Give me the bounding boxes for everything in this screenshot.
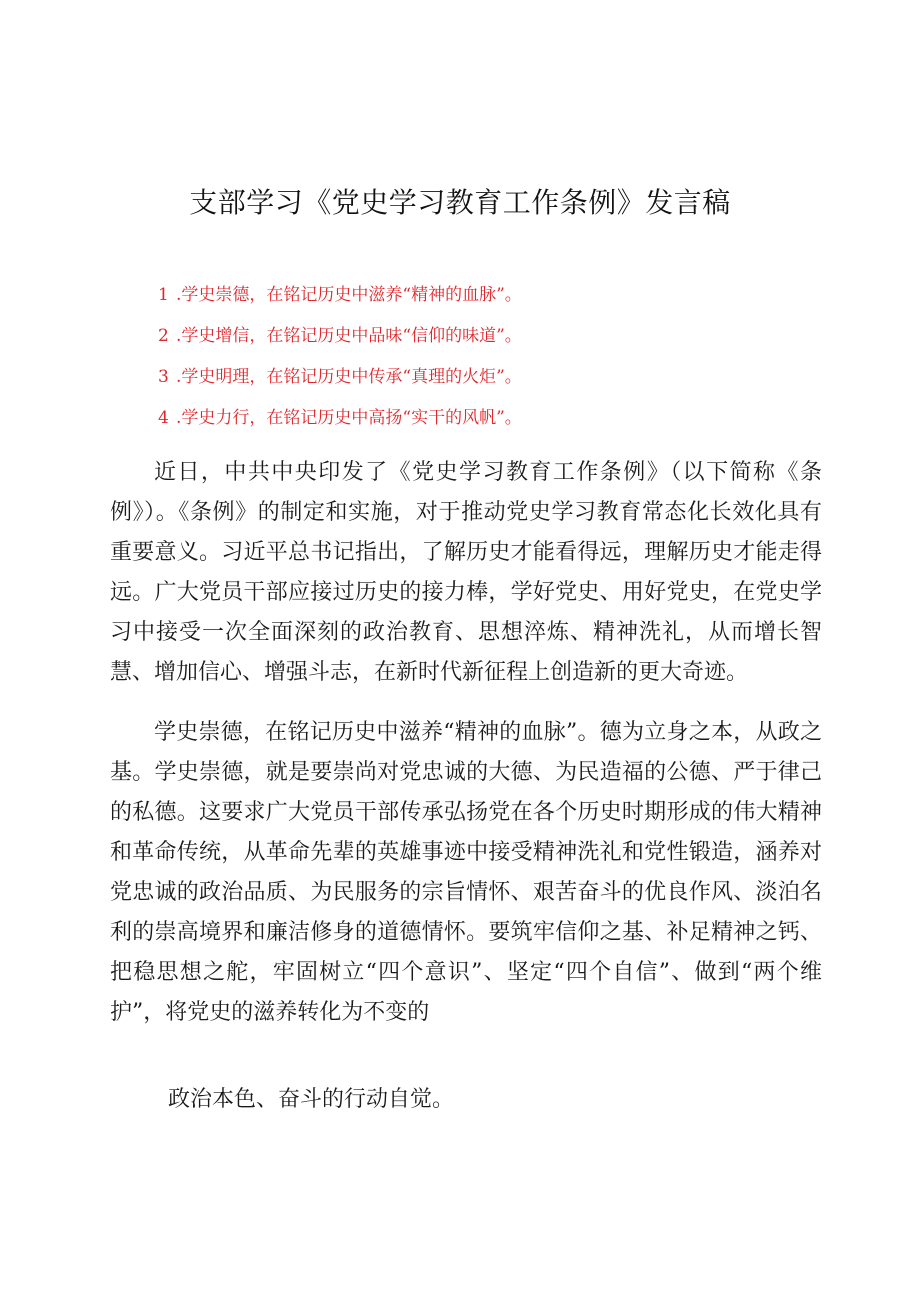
outline-text: .学史力行，在铭记历史中高扬“实干的风帆”。 — [176, 408, 522, 428]
outline-item-2 — [158, 326, 522, 347]
outline-text: .学史明理，在铭记历史中传承“真理的火炬”。 — [176, 367, 522, 387]
body-paragraph-continuation — [110, 1080, 822, 1120]
outline-text: .学史崇德，在铭记历史中滋养“精神的血脉”。 — [176, 285, 522, 305]
document-title: 支部学习《党史学习教育工作条例》发言稿 — [189, 186, 731, 219]
outline-list — [158, 285, 522, 449]
outline-item-1 — [158, 285, 522, 306]
outline-number: 1 — [158, 285, 169, 305]
outline-item-3 — [158, 367, 522, 388]
body-paragraph-intro: 近日，中共中央印发了《党史学习教育工作条例》（以下简称《条例》）。《条例》的制定和实施，对于推动党史学习教育常态化长效化具有重要意义。习近平总书记指出，了解历史才能看得远，理解历史才能走得远。广大党员干部应接过历史的接力棒，学好党史、用好党史，在党史学习中接受一次全面深刻的政治教育、思想淬炼、精神洗礼，从而增长智慧、增加信心、增强斗志，在新时代新征程上创造新的更大奇迹。 — [110, 460, 822, 685]
body-paragraph-chongde: 学史崇德，在铭记历史中滋养“精神的血脉”。德为立身之本，从政之基。学史崇德，就是要崇尚对党忠诚的大德、为民造福的公德、严于律己的私德。这要求广大党员干部传承弘扬党在各个历史时期形成的伟大精神和革命传统，从革命先辈的英雄事迹中接受精神洗礼和党性锻造，涵养对党忠诚的政治品质、为民服务的宗旨情怀、艰苦奋斗的优良作风、淡泊名利的崇高境界和廉洁修身的道德情怀。要筑牢信仰之基、补足精神之钙、把稳思想之舵，牢固树立“四个意识”、坚定“四个自信”、做到“两个维护”，将党史的滋养转化为不变的 — [110, 720, 822, 1025]
outline-number: 3 — [158, 367, 169, 387]
outline-number: 4 — [158, 408, 169, 428]
continuation-text: 政治本色、奋斗的行动自觉。 — [168, 1087, 455, 1112]
outline-text: .学史增信，在铭记历史中品味“信仰的味道”。 — [176, 326, 522, 346]
outline-number: 2 — [158, 326, 169, 346]
outline-item-4 — [158, 408, 522, 429]
